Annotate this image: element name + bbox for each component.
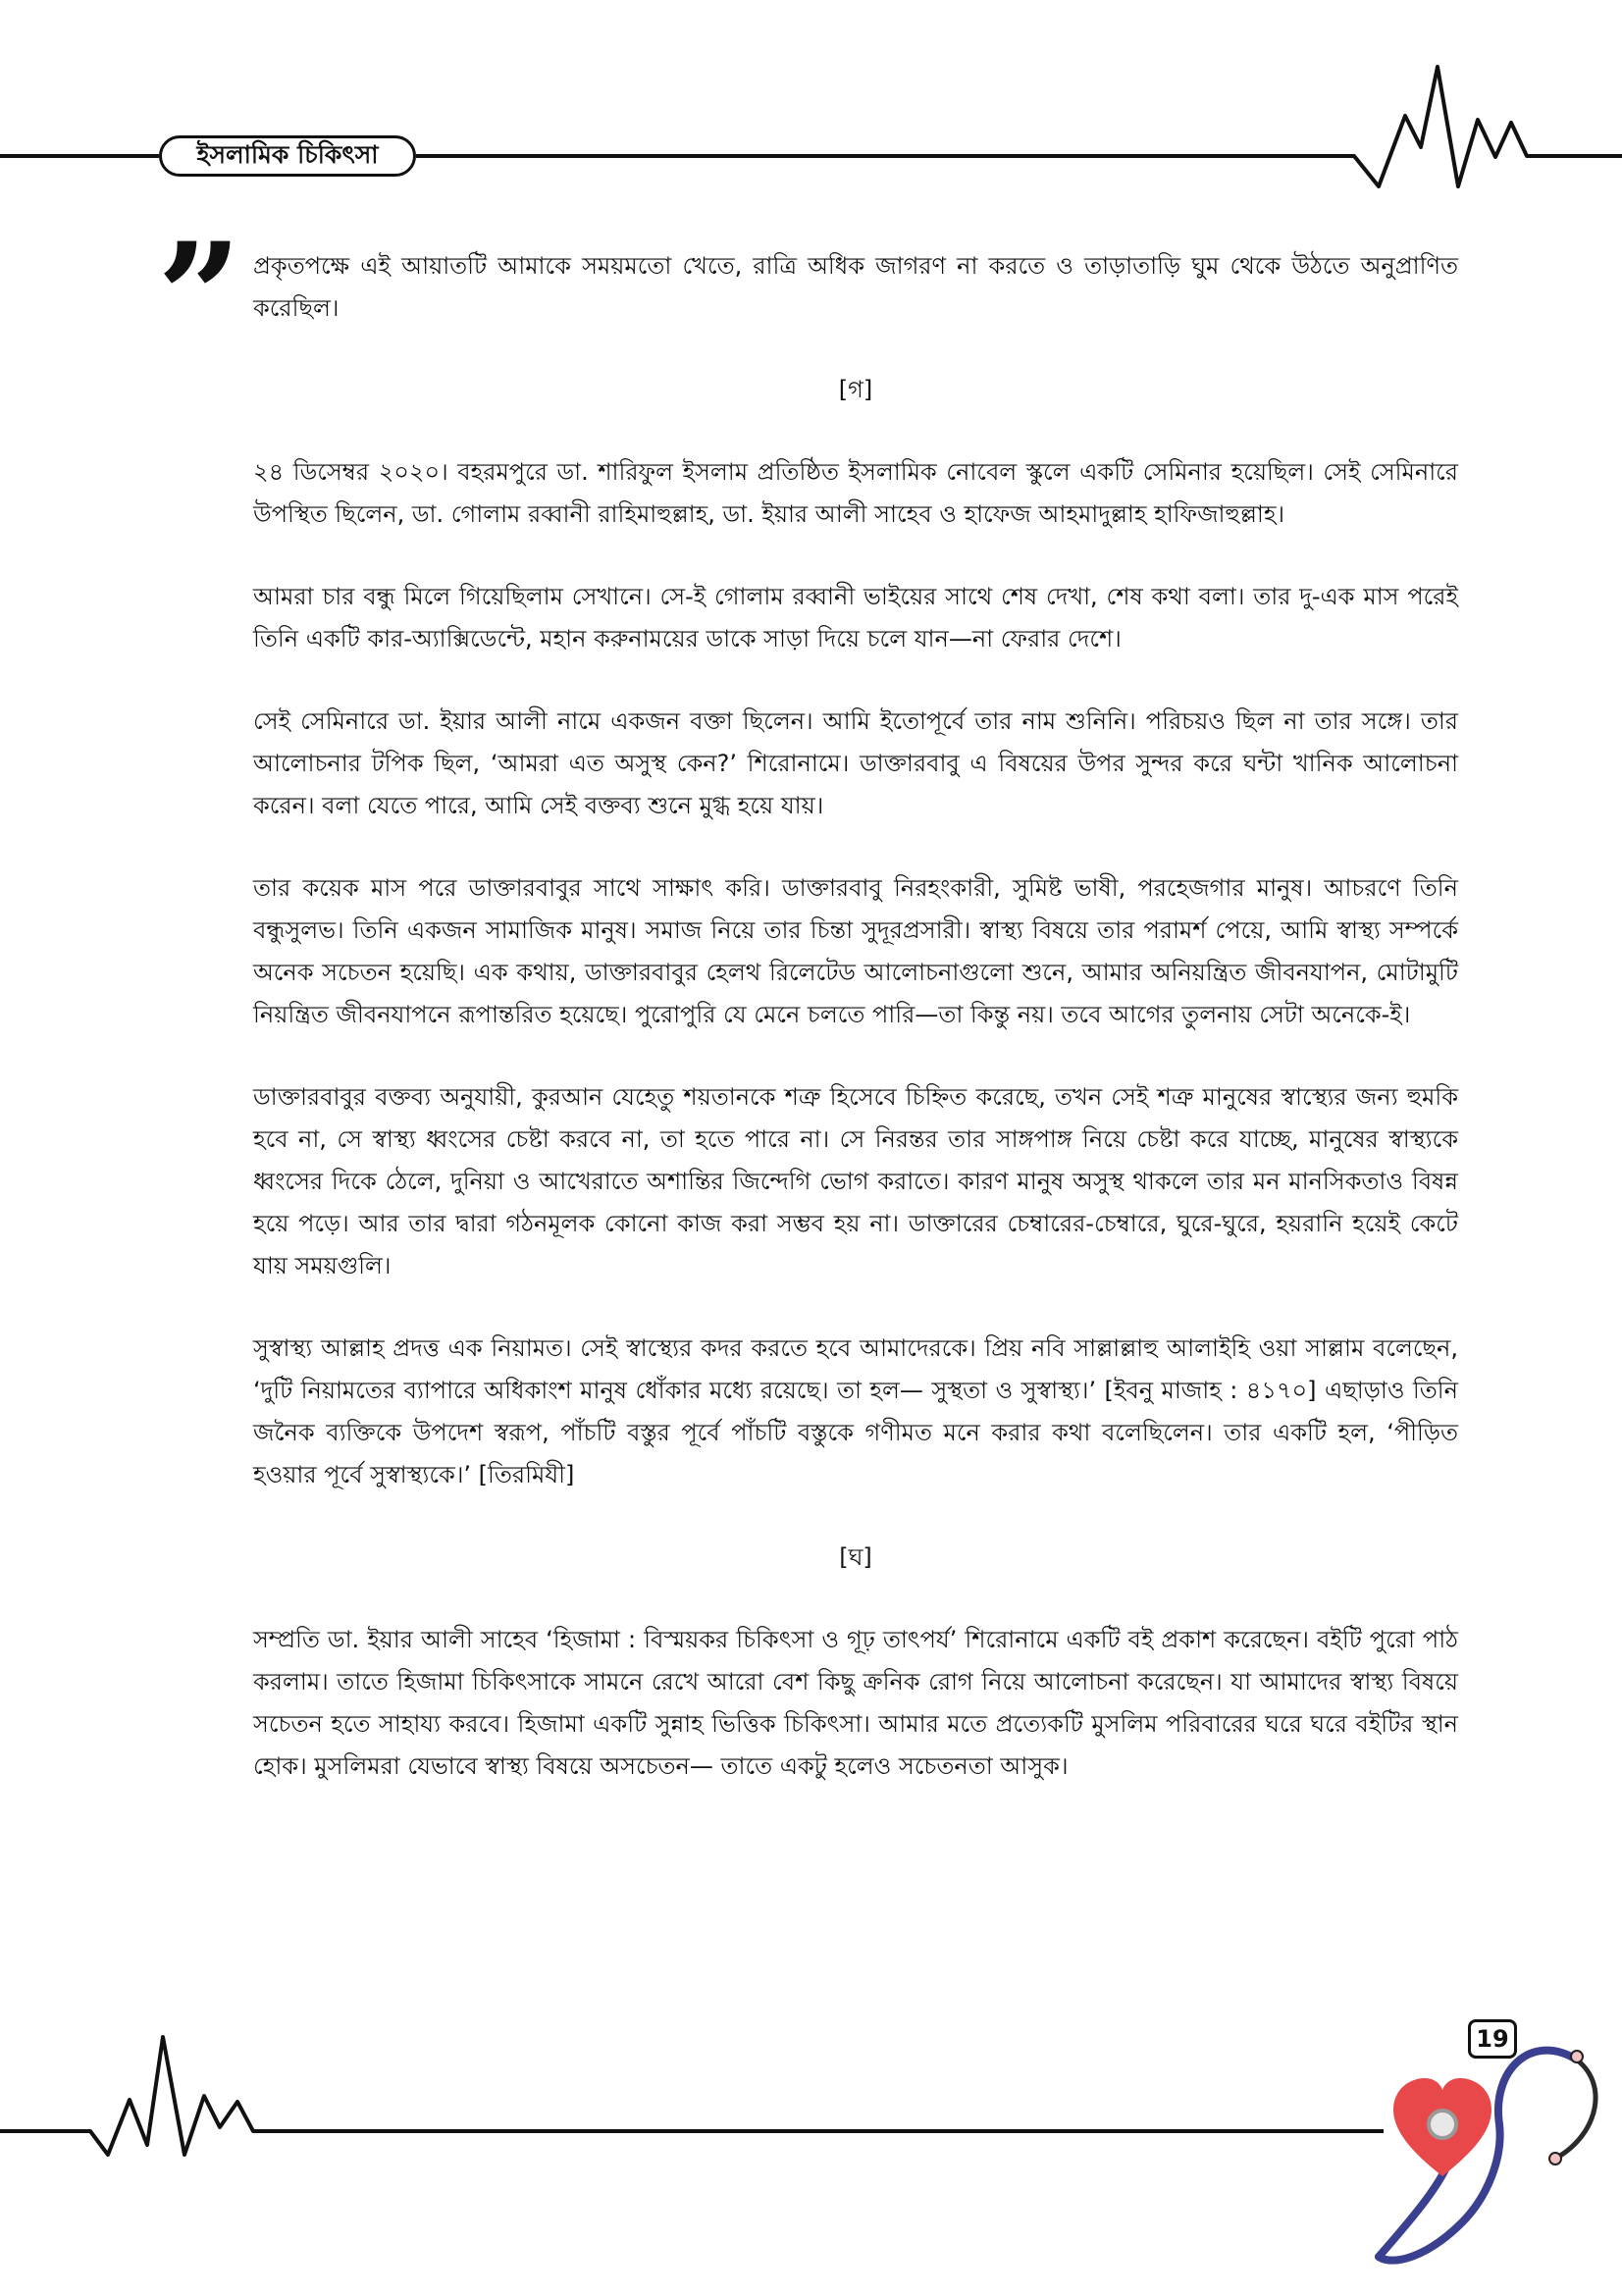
quotation-mark-icon: ” <box>157 211 242 384</box>
intro-paragraph: প্রকৃতপক্ষে এই আয়াতটি আমাকে সময়মতো খেতে, রাত্রি অধিক জাগরণ না করতে ও তাড়াতাড়ি ঘুম থেকে উঠতে অনুপ্রাণিত করেছিল। <box>253 252 1458 322</box>
page-number <box>1468 2019 1517 2059</box>
body-paragraph: সুস্বাস্থ্য আল্লাহ প্রদত্ত এক নিয়ামত। সেই স্বাস্থ্যের কদর করতে হবে আমাদেরকে। প্রিয় নবি সাল্লাল্লাহু আলাইহি ওয়া সাল্লাম বলেছেন, ‘দুটি নিয়ামতের ব্যাপারে অধিকাংশ মানুষ ধোঁকার মধ্যে রয়েছে। তা হল— সুস্থতা ও সুস্বাস্থ্য।’ [ইবনু মাজাহ : ৪১৭০] এছাড়াও তিনি জনৈক ব্যক্তিকে উপদেশ স্বরূপ, পাঁচটি বস্তুর পূর্বে পাঁচটি বস্তুকে গণীমত মনে করার কথা বলেছিলেন। তার একটি হল, ‘পীড়িত হওয়ার পূর্বে সুস্বাস্থ্যকে।’ [তিরমিযী] <box>253 1334 1458 1488</box>
body-paragraph: ২৪ ডিসেম্বর ২০২০। বহরমপুরে ডা. শারিফুল ইসলাম প্রতিষ্ঠিত ইসলামিক নোবেল স্কুলে একটি সেমিনার হয়েছিল। সেই সেমিনারে উপস্থিত ছিলেন, ডা. গোলাম রব্বানী রাহিমাহুল্লাহ, ডা. ইয়ার আলী সাহেব ও হাফেজ আহমাদুল্লাহ হাফিজাহুল্লাহ। <box>253 458 1458 528</box>
body-paragraph: সেই সেমিনারে ডা. ইয়ার আলী নামে একজন বক্তা ছিলেন। আমি ইতোপূর্বে তার নাম শুনিনি। পরিচয়ও ছিল না তার সঙ্গে। তার আলোচনার টপিক ছিল, ‘আমরা এত অসুস্থ কেন?’ শিরোনামে। ডাক্তারবাবু এ বিষয়ের উপর সুন্দর করে ঘন্টা খানিক আলোচনা করেন। বলা যেতে পারে, আমি সেই বক্তব্য শুনে মুগ্ধ হয়ে যায়। <box>253 707 1458 819</box>
body-paragraph: ডাক্তারবাবুর বক্তব্য অনুযায়ী, কুরআন যেহেতু শয়তানকে শত্রু হিসেবে চিহ্নিত করেছে, তখন সেই শত্রু মানুষের স্বাস্থ্যের জন্য হুমকি হবে না, সে স্বাস্থ্য ধ্বংসের চেষ্টা করবে না, তা হতে পারে না। সে নিরন্তর তার সাঙ্গপাঙ্গ নিয়ে চেষ্টা করে যাচ্ছে, মানুষের স্বাস্থ্যকে ধ্বংসের দিকে ঠেলে, দুনিয়া ও আখেরাতে অশান্তির জিন্দেগি ভোগ করাতে। কারণ মানুষ অসুস্থ থাকলে তার মন মানসিকতাও বিষন্ন হয়ে পড়ে। আর তার দ্বারা গঠনমূলক কোনো কাজ করা সম্ভব হয় না। ডাক্তারের চেম্বারের-চেম্বারে, ঘুরে-ঘুরে, হয়রানি হয়েই কেটে যায় সময়গুলি। <box>253 1083 1458 1279</box>
body-paragraph: সম্প্রতি ডা. ইয়ার আলী সাহেব ‘হিজামা : বিস্ময়কর চিকিৎসা ও গূঢ় তাৎপর্য’ শিরোনামে একটি বই প্রকাশ করেছেন। বইটি পুরো পাঠ করলাম। তাতে হিজামা চিকিৎসাকে সামনে রেখে আরো বেশ কিছু ক্রনিক রোগ নিয়ে আলোচনা করেছেন। যা আমাদের স্বাস্থ্য বিষয়ে সচেতন হতে সাহায্য করবে। হিজামা একটি সুন্নাহ ভিত্তিক চিকিৎসা। আমার মতে প্রত্যেকটি মুসলিম পরিবারের ঘরে ঘরে বইটির স্থান হোক। মুসলিমরা যেভাবে স্বাস্থ্য বিষয়ে অসচেতন— তাতে একটু হলেও সচেতনতা আসুক। <box>253 1626 1458 1780</box>
section-heading-gha: [ঘ] <box>839 1543 872 1571</box>
chapter-badge <box>159 135 416 177</box>
body-paragraph: তার কয়েক মাস পরে ডাক্তারবাবুর সাথে সাক্ষাৎ করি। ডাক্তারবাবু নিরহংকারী, সুমিষ্ট ভাষী, পরহেজগার মানুষ। আচরণে তিনি বন্ধুসুলভ। তিনি একজন সামাজিক মানুষ। সমাজ নিয়ে তার চিন্তা সুদূরপ্রসারী। স্বাস্থ্য বিষয়ে তার পরামর্শ পেয়ে, আমি স্বাস্থ্য সম্পর্কে অনেক সচেতন হয়েছি। এক কথায়, ডাক্তারবাবুর হেলথ রিলেটেড আলোচনাগুলো শুনে, আমার অনিয়ন্ত্রিত জীবনযাপন, মোটামুটি নিয়ন্ত্রিত জীবনযাপনে রূপান্তরিত হয়েছে। পুরোপুরি যে মেনে চলতে পারি—তা কিন্তু নয়। তবে আগের তুলনায় সেটা অনেকে-ই। <box>253 874 1458 1028</box>
chapter-badge-text: ইসলামিক চিকিৎসা <box>196 139 379 169</box>
section-heading-ga: [গ] <box>838 376 873 403</box>
page-number-text: 19 <box>1476 2025 1509 2053</box>
footer-heartbeat-line <box>0 2037 1384 2155</box>
body-paragraph: আমরা চার বন্ধু মিলে গিয়েছিলাম সেখানে। সে-ই গোলাম রব্বানী ভাইয়ের সাথে শেষ দেখা, শেষ কথা বলা। তার দু-এক মাস পরেই তিনি একটি কার-অ্যাক্সিডেন্টে, মহান করুনাময়ের ডাকে সাড়া দিয়ে চলে যান—না ফেরার দেশে। <box>253 583 1458 652</box>
page-body <box>253 245 1458 1828</box>
heart-icon <box>1393 2078 1491 2176</box>
